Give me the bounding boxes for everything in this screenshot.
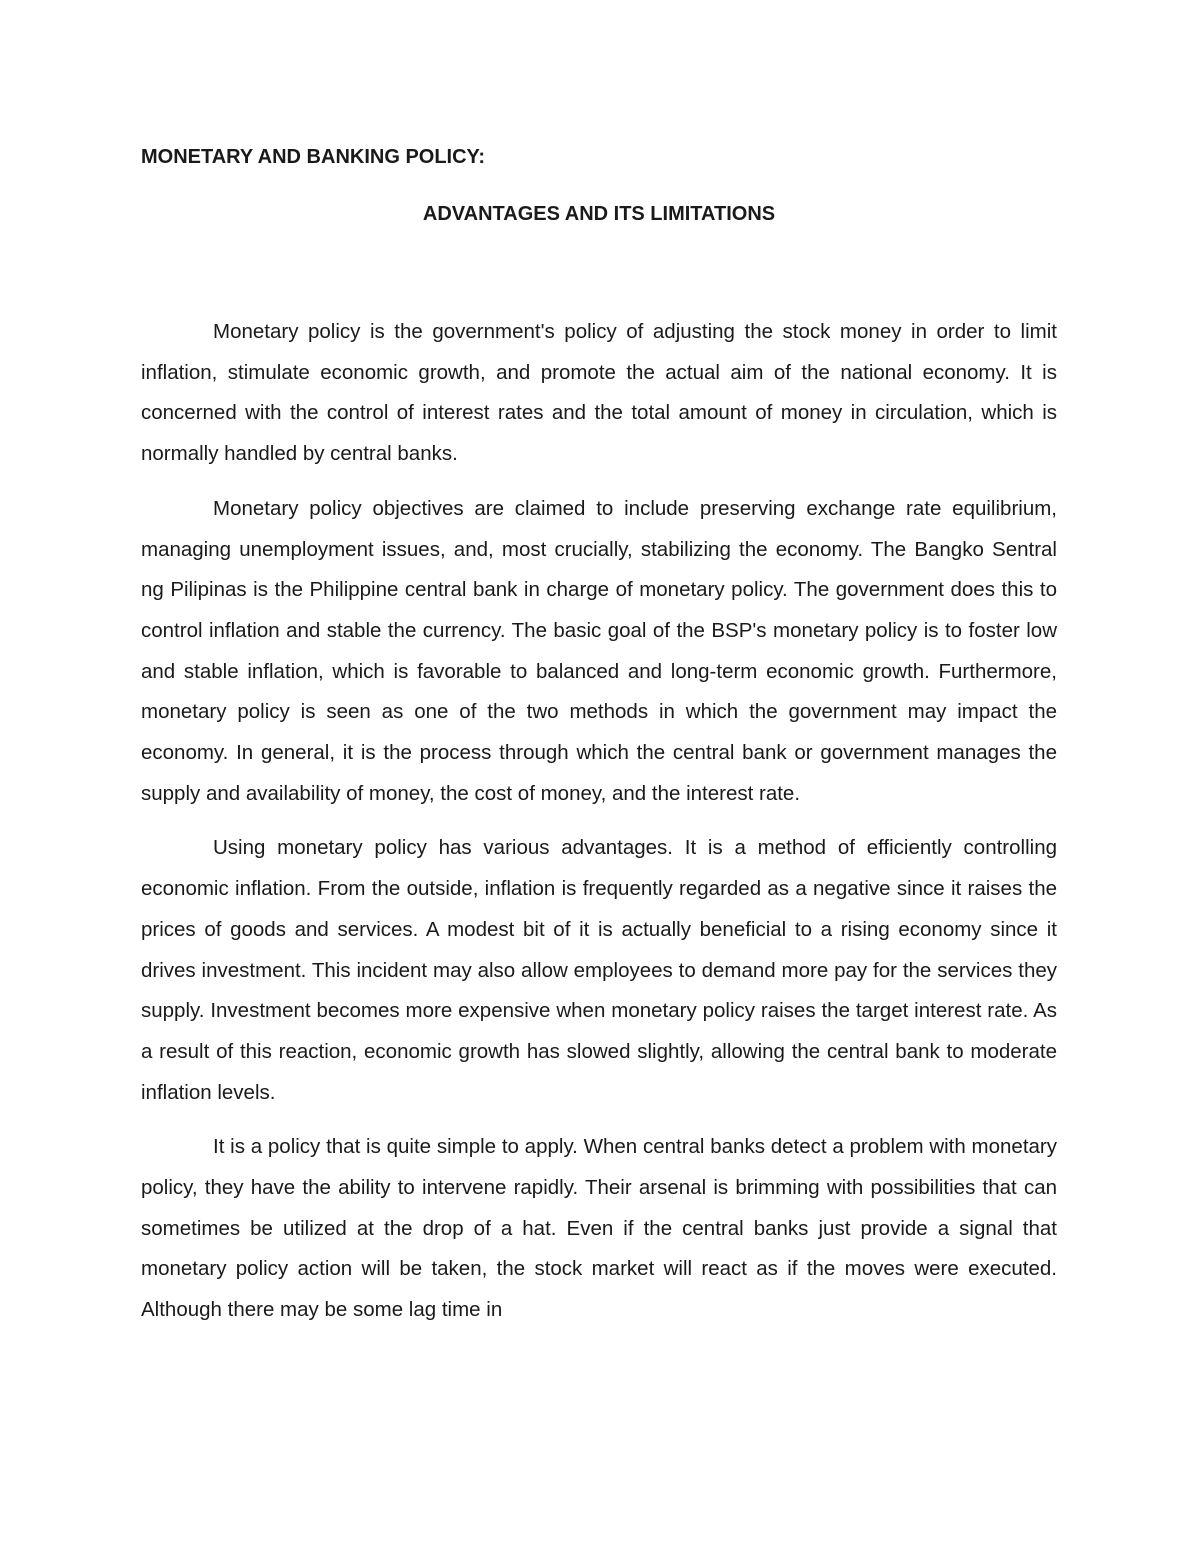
paragraph-2: Monetary policy objectives are claimed to include preserving exchange rate equilibrium, managing unemployment issues, and, most crucially, stabilizing the economy. The Bangko Sentral ng Pilipinas is the Philippine central bank in charge of monetary policy. The government does this to control inflation and stable the currency. The basic goal of the BSP's monetary policy is to foster low and stable inflation, which is favorable to balanced and long-term economic growth. Furthermore, monetary policy is seen as one of the two methods in which the government may impact the economy. In general, it is the process through which the central bank or government manages the supply and availability of money, the cost of money, and the interest rate.: [141, 496, 1057, 805]
paragraph-3: Using monetary policy has various advantages. It is a method of efficiently controlling economic inflation. From the outside, inflation is frequently regarded as a negative since it raises the prices of goods and services. A modest bit of it is actually beneficial to a rising economy since it drives investment. This incident may also allow employees to demand more pay for the services they supply. Investment becomes more expensive when monetary policy raises the target interest rate. As a result of this reaction, economic growth has slowed slightly, allowing the central bank to moderate inflation levels.: [141, 836, 1057, 1104]
paragraph-1: Monetary policy is the government's policy of adjusting the stock money in order to limit inflation, stimulate economic growth, and promote the actual aim of the national economy. It is concerned with the control of interest rates and the total amount of money in circulation, which is normally handled by central banks.: [141, 320, 1057, 466]
document-title: MONETARY AND BANKING POLICY:: [141, 146, 486, 168]
document-subtitle: ADVANTAGES AND ITS LIMITATIONS: [422, 203, 776, 225]
paragraph-4: It is a policy that is quite simple to apply. When central banks detect a problem with monetary policy, they have the ability to intervene rapidly. Their arsenal is brimming with possibilities that can sometimes be utilized at the drop of a hat. Even if the central banks just provide a signal that monetary policy action will be taken, the stock market will react as if the moves were executed. Although there may be some lag time in: [141, 1135, 1057, 1322]
document-body: [141, 142, 1057, 1345]
